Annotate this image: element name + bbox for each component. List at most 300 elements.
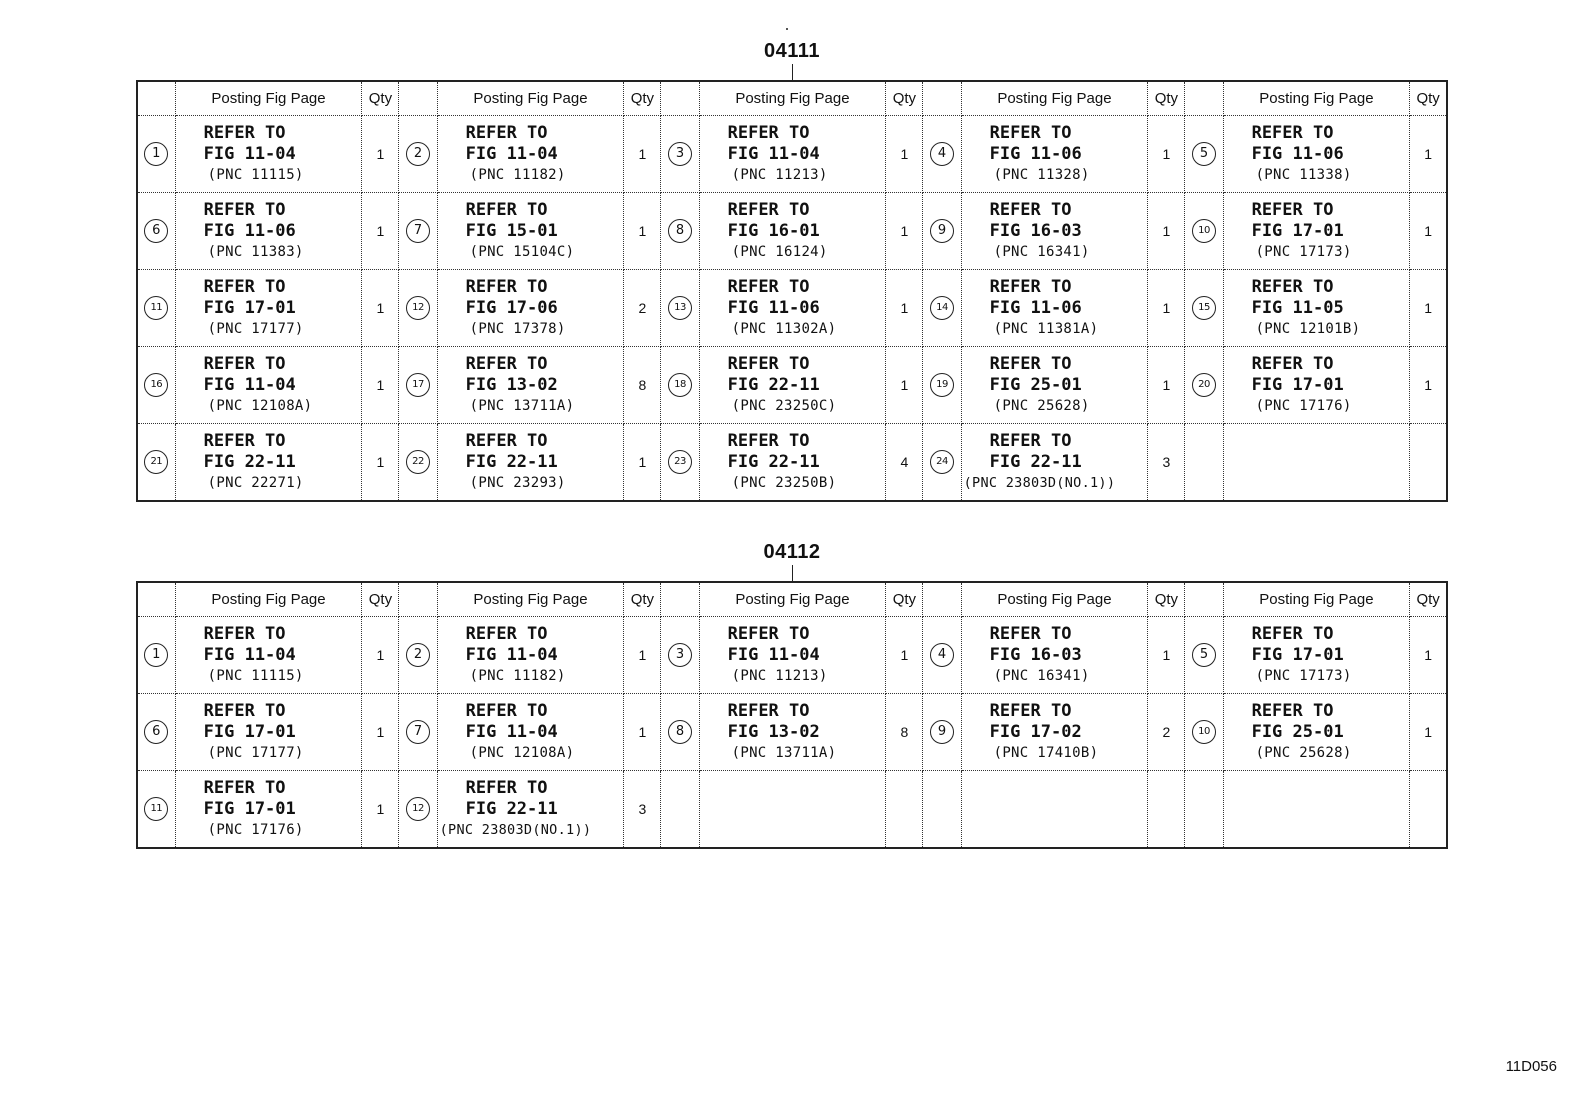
reference-cell (1223, 347, 1410, 424)
pnc-code: (PNC 23250B) (731, 475, 837, 491)
reference-cell (699, 424, 886, 502)
pnc-code: (PNC 11338) (1255, 167, 1352, 183)
item-number-badge[interactable]: 17 (406, 373, 430, 397)
pnc-code: (PNC 17173) (1255, 244, 1352, 260)
refer-to-label: REFER TO (203, 701, 286, 721)
item-number-cell (399, 270, 437, 347)
quantity-cell: 1 (886, 347, 923, 424)
pnc-code: (PNC 17177) (207, 745, 304, 761)
item-number-badge[interactable]: 10 (1192, 720, 1216, 744)
quantity-cell: 1 (1148, 617, 1185, 694)
refer-to-label: REFER TO (1251, 123, 1334, 143)
refer-to-label: REFER TO (727, 624, 810, 644)
pnc-code: (PNC 23803D(NO.1)) (963, 475, 1116, 491)
quantity-cell: 1 (624, 424, 661, 502)
item-number-badge[interactable]: 14 (930, 296, 954, 320)
refer-to-label: REFER TO (203, 778, 286, 798)
reference-cell (961, 771, 1148, 849)
pnc-code: (PNC 11213) (731, 167, 828, 183)
quantity-cell: 1 (624, 694, 661, 771)
item-number-cell (1185, 694, 1223, 771)
header-posting-fig-page: Posting Fig Page (961, 81, 1148, 116)
refer-to-label: REFER TO (727, 123, 810, 143)
fig-reference-link[interactable]: FIG 16-03 (989, 221, 1082, 241)
pnc-code: (PNC 11182) (469, 167, 566, 183)
fig-reference-link[interactable]: FIG 25-01 (989, 375, 1082, 395)
header-qty: Qty (624, 582, 661, 617)
pnc-code: (PNC 22271) (207, 475, 304, 491)
item-number-badge[interactable]: 18 (668, 373, 692, 397)
header-blank (137, 81, 175, 116)
item-number-badge[interactable]: 5 (1192, 643, 1216, 667)
reference-cell (175, 694, 362, 771)
header-qty: Qty (1410, 81, 1447, 116)
table-row (137, 347, 1447, 424)
item-number-badge[interactable]: 7 (406, 720, 430, 744)
quantity-cell: 1 (624, 116, 661, 193)
refer-to-label: REFER TO (727, 354, 810, 374)
item-number-badge[interactable]: 13 (668, 296, 692, 320)
pnc-code: (PNC 16341) (993, 668, 1090, 684)
item-number-cell (1185, 193, 1223, 270)
item-number-cell (399, 116, 437, 193)
item-number-badge[interactable]: 11 (144, 797, 168, 821)
quantity-cell: 8 (886, 694, 923, 771)
item-number-cell (399, 347, 437, 424)
fig-reference-link[interactable]: FIG 11-04 (465, 722, 558, 742)
quantity-cell (1410, 424, 1447, 502)
item-number-cell (923, 193, 961, 270)
refer-to-label: REFER TO (203, 354, 286, 374)
table-row (137, 694, 1447, 771)
pnc-code: (PNC 23250C) (731, 398, 837, 414)
quantity-cell: 8 (624, 347, 661, 424)
pnc-code: (PNC 23803D(NO.1)) (439, 822, 592, 838)
pnc-code: (PNC 13711A) (469, 398, 575, 414)
reference-cell (1223, 424, 1410, 502)
quantity-cell: 1 (1148, 347, 1185, 424)
pnc-code: (PNC 25628) (993, 398, 1090, 414)
table-row (137, 424, 1447, 502)
quantity-cell (886, 771, 923, 849)
reference-cell (175, 270, 362, 347)
fig-reference-link[interactable]: FIG 22-11 (465, 799, 558, 819)
fig-reference-link[interactable]: FIG 16-03 (989, 645, 1082, 665)
item-number-cell (137, 694, 175, 771)
fig-reference-link[interactable]: FIG 22-11 (727, 452, 820, 472)
table-row (137, 617, 1447, 694)
refer-to-label: REFER TO (1251, 354, 1334, 374)
header-posting-fig-page: Posting Fig Page (1223, 81, 1410, 116)
fig-reference-link[interactable]: FIG 17-02 (989, 722, 1082, 742)
item-number-cell (137, 424, 175, 502)
reference-cell (1223, 617, 1410, 694)
pnc-code: (PNC 17176) (207, 822, 304, 838)
item-number-badge[interactable]: 2 (406, 643, 430, 667)
quantity-cell: 1 (1410, 270, 1447, 347)
header-posting-fig-page: Posting Fig Page (1223, 582, 1410, 617)
reference-cell (699, 347, 886, 424)
fig-reference-link[interactable]: FIG 11-06 (1251, 144, 1344, 164)
quantity-cell: 1 (886, 193, 923, 270)
item-number-badge[interactable]: 6 (144, 720, 168, 744)
fig-reference-link[interactable]: FIG 22-11 (727, 375, 820, 395)
item-number-cell (923, 270, 961, 347)
reference-cell (175, 424, 362, 502)
quantity-cell (1410, 771, 1447, 849)
refer-to-label: REFER TO (989, 701, 1072, 721)
item-number-badge[interactable]: 8 (668, 720, 692, 744)
header-posting-fig-page: Posting Fig Page (175, 582, 362, 617)
refer-to-label: REFER TO (1251, 200, 1334, 220)
pnc-code: (PNC 17378) (469, 321, 566, 337)
reference-cell (437, 270, 624, 347)
reference-cell (1223, 116, 1410, 193)
table-row (137, 771, 1447, 849)
quantity-cell: 1 (362, 694, 399, 771)
item-number-cell (923, 116, 961, 193)
pnc-code: (PNC 11115) (207, 167, 304, 183)
refer-to-label: REFER TO (203, 431, 286, 451)
fig-reference-link[interactable]: FIG 13-02 (727, 722, 820, 742)
item-number-badge[interactable]: 15 (1192, 296, 1216, 320)
quantity-cell: 1 (886, 617, 923, 694)
fig-reference-link[interactable]: FIG 11-05 (1251, 298, 1344, 318)
pnc-code: (PNC 17173) (1255, 668, 1352, 684)
refer-to-label: REFER TO (727, 431, 810, 451)
item-number-cell (137, 771, 175, 849)
header-blank (399, 582, 437, 617)
item-number-badge[interactable]: 10 (1192, 219, 1216, 243)
header-qty: Qty (362, 582, 399, 617)
fig-reference-link[interactable]: FIG 11-04 (727, 144, 820, 164)
fig-reference-link[interactable]: FIG 16-01 (727, 221, 820, 241)
item-number-badge[interactable]: 12 (406, 296, 430, 320)
refer-to-label: REFER TO (465, 200, 548, 220)
pnc-code: (PNC 11115) (207, 668, 304, 684)
refer-to-label: REFER TO (1251, 701, 1334, 721)
item-number-badge[interactable]: 11 (144, 296, 168, 320)
reference-cell (1223, 694, 1410, 771)
quantity-cell: 2 (624, 270, 661, 347)
item-number-badge[interactable]: 3 (668, 142, 692, 166)
reference-cell (699, 694, 886, 771)
fig-reference-link[interactable]: FIG 17-01 (1251, 375, 1344, 395)
refer-to-label: REFER TO (465, 354, 548, 374)
quantity-cell: 1 (1148, 116, 1185, 193)
pnc-code: (PNC 12108A) (207, 398, 313, 414)
item-number-badge[interactable]: 12 (406, 797, 430, 821)
parts-table (136, 581, 1448, 849)
refer-to-label: REFER TO (465, 624, 548, 644)
item-number-cell (137, 116, 175, 193)
refer-to-label: REFER TO (989, 200, 1072, 220)
item-number-cell (137, 617, 175, 694)
reference-cell (437, 424, 624, 502)
refer-to-label: REFER TO (1251, 277, 1334, 297)
pnc-code: (PNC 23293) (469, 475, 566, 491)
quantity-cell: 1 (362, 347, 399, 424)
item-number-cell (137, 193, 175, 270)
item-number-cell (661, 771, 699, 849)
reference-cell (1223, 771, 1410, 849)
item-number-badge[interactable]: 4 (930, 142, 954, 166)
fig-reference-link[interactable]: FIG 11-04 (203, 645, 296, 665)
reference-cell (437, 771, 624, 849)
section-04112 (136, 539, 1448, 849)
reference-cell (961, 347, 1148, 424)
item-number-cell (399, 424, 437, 502)
pnc-code: (PNC 17177) (207, 321, 304, 337)
header-qty: Qty (886, 582, 923, 617)
item-number-cell (1185, 771, 1223, 849)
pnc-code: (PNC 11213) (731, 668, 828, 684)
header-qty: Qty (1410, 582, 1447, 617)
table-row (137, 193, 1447, 270)
item-number-badge[interactable]: 5 (1192, 142, 1216, 166)
fig-reference-link[interactable]: FIG 11-06 (989, 144, 1082, 164)
header-posting-fig-page: Posting Fig Page (437, 582, 624, 617)
header-row (137, 81, 1447, 116)
reference-cell (437, 617, 624, 694)
item-number-cell (923, 347, 961, 424)
item-number-badge[interactable]: 9 (930, 720, 954, 744)
header-blank (399, 81, 437, 116)
item-number-badge[interactable]: 9 (930, 219, 954, 243)
pnc-code: (PNC 25628) (1255, 745, 1352, 761)
item-number-badge[interactable]: 16 (144, 373, 168, 397)
refer-to-label: REFER TO (203, 123, 286, 143)
fig-reference-link[interactable]: FIG 17-01 (203, 799, 296, 819)
quantity-cell: 3 (1148, 424, 1185, 502)
fig-reference-link[interactable]: FIG 11-04 (727, 645, 820, 665)
item-number-badge[interactable]: 7 (406, 219, 430, 243)
reference-cell (437, 116, 624, 193)
item-number-cell (923, 617, 961, 694)
header-posting-fig-page: Posting Fig Page (699, 582, 886, 617)
reference-cell (1223, 193, 1410, 270)
quantity-cell: 1 (624, 617, 661, 694)
parts-table (136, 80, 1448, 502)
item-number-cell (923, 424, 961, 502)
quantity-cell: 1 (1148, 193, 1185, 270)
item-number-cell (661, 270, 699, 347)
header-qty: Qty (886, 81, 923, 116)
refer-to-label: REFER TO (989, 123, 1072, 143)
item-number-cell (661, 347, 699, 424)
item-number-badge[interactable]: 24 (930, 450, 954, 474)
pnc-code: (PNC 17176) (1255, 398, 1352, 414)
item-number-cell (661, 694, 699, 771)
quantity-cell: 1 (362, 617, 399, 694)
quantity-cell: 1 (1410, 617, 1447, 694)
quantity-cell: 1 (886, 116, 923, 193)
item-number-cell (923, 771, 961, 849)
reference-cell (961, 116, 1148, 193)
fig-reference-link[interactable]: FIG 11-06 (989, 298, 1082, 318)
fig-reference-link[interactable]: FIG 22-11 (203, 452, 296, 472)
refer-to-label: REFER TO (727, 200, 810, 220)
refer-to-label: REFER TO (465, 701, 548, 721)
refer-to-label: REFER TO (203, 277, 286, 297)
quantity-cell: 4 (886, 424, 923, 502)
header-blank (1185, 81, 1223, 116)
reference-cell (175, 347, 362, 424)
drawing-code: 11D056 (1505, 1058, 1557, 1075)
item-number-badge[interactable]: 2 (406, 142, 430, 166)
pnc-code: (PNC 11381A) (993, 321, 1099, 337)
header-blank (661, 582, 699, 617)
pnc-code: (PNC 12101B) (1255, 321, 1361, 337)
item-number-cell (661, 617, 699, 694)
refer-to-label: REFER TO (1251, 624, 1334, 644)
header-posting-fig-page: Posting Fig Page (699, 81, 886, 116)
fig-reference-link[interactable]: FIG 17-01 (203, 298, 296, 318)
item-number-cell (399, 193, 437, 270)
reference-cell (699, 116, 886, 193)
fig-reference-link[interactable]: FIG 22-11 (465, 452, 558, 472)
header-qty: Qty (362, 81, 399, 116)
quantity-cell: 2 (1148, 694, 1185, 771)
item-number-cell (399, 771, 437, 849)
item-number-cell (923, 694, 961, 771)
reference-cell (961, 694, 1148, 771)
item-number-cell (137, 270, 175, 347)
refer-to-label: REFER TO (203, 624, 286, 644)
quantity-cell: 1 (1410, 193, 1447, 270)
quantity-cell: 1 (362, 116, 399, 193)
pnc-code: (PNC 11302A) (731, 321, 837, 337)
refer-to-label: REFER TO (465, 123, 548, 143)
reference-cell (961, 424, 1148, 502)
pnc-code: (PNC 11328) (993, 167, 1090, 183)
header-qty: Qty (624, 81, 661, 116)
quantity-cell: 1 (362, 193, 399, 270)
refer-to-label: REFER TO (989, 431, 1072, 451)
header-blank (137, 582, 175, 617)
reference-cell (699, 771, 886, 849)
fig-reference-link[interactable]: FIG 11-04 (465, 645, 558, 665)
header-blank (923, 81, 961, 116)
item-number-badge[interactable]: 1 (144, 643, 168, 667)
pnc-code: (PNC 15104C) (469, 244, 575, 260)
pnc-code: (PNC 16341) (993, 244, 1090, 260)
header-qty: Qty (1148, 582, 1185, 617)
refer-to-label: REFER TO (989, 354, 1072, 374)
quantity-cell: 3 (624, 771, 661, 849)
quantity-cell: 1 (886, 270, 923, 347)
fig-reference-link[interactable]: FIG 11-04 (465, 144, 558, 164)
reference-cell (961, 193, 1148, 270)
refer-to-label: REFER TO (989, 624, 1072, 644)
reference-cell (437, 347, 624, 424)
refer-to-label: REFER TO (727, 701, 810, 721)
refer-to-label: REFER TO (203, 200, 286, 220)
item-number-cell (399, 694, 437, 771)
header-qty: Qty (1148, 81, 1185, 116)
fig-reference-link[interactable]: FIG 13-02 (465, 375, 558, 395)
item-number-cell (661, 193, 699, 270)
item-number-badge[interactable]: 6 (144, 219, 168, 243)
refer-to-label: REFER TO (465, 277, 548, 297)
item-number-cell (661, 424, 699, 502)
reference-cell (437, 694, 624, 771)
reference-cell (175, 771, 362, 849)
header-blank (923, 582, 961, 617)
item-number-badge[interactable]: 4 (930, 643, 954, 667)
reference-cell (175, 617, 362, 694)
fig-reference-link[interactable]: FIG 15-01 (465, 221, 558, 241)
table-row (137, 270, 1447, 347)
header-posting-fig-page: Posting Fig Page (961, 582, 1148, 617)
section-04111 (136, 38, 1448, 502)
item-number-badge[interactable]: 22 (406, 450, 430, 474)
stray-dot (786, 28, 788, 30)
pnc-code: (PNC 16124) (731, 244, 828, 260)
refer-to-label: REFER TO (465, 431, 548, 451)
fig-reference-link[interactable]: FIG 17-01 (1251, 645, 1344, 665)
item-number-badge[interactable]: 20 (1192, 373, 1216, 397)
fig-reference-link[interactable]: FIG 11-06 (203, 221, 296, 241)
reference-cell (961, 270, 1148, 347)
fig-reference-link[interactable]: FIG 11-04 (203, 144, 296, 164)
pnc-code: (PNC 12108A) (469, 745, 575, 761)
item-number-cell (1185, 347, 1223, 424)
quantity-cell: 1 (1410, 694, 1447, 771)
reference-cell (175, 116, 362, 193)
quantity-cell: 1 (362, 270, 399, 347)
header-posting-fig-page: Posting Fig Page (175, 81, 362, 116)
fig-reference-link[interactable]: FIG 25-01 (1251, 722, 1344, 742)
pnc-code: (PNC 11383) (207, 244, 304, 260)
fig-reference-link[interactable]: FIG 22-11 (989, 452, 1082, 472)
reference-cell (699, 617, 886, 694)
item-number-badge[interactable]: 3 (668, 643, 692, 667)
item-number-cell (399, 617, 437, 694)
refer-to-label: REFER TO (727, 277, 810, 297)
fig-reference-link[interactable]: FIG 11-06 (727, 298, 820, 318)
fig-reference-link[interactable]: FIG 17-01 (203, 722, 296, 742)
pnc-code: (PNC 11182) (469, 668, 566, 684)
item-number-badge[interactable]: 23 (668, 450, 692, 474)
fig-reference-link[interactable]: FIG 17-01 (1251, 221, 1344, 241)
quantity-cell: 1 (1410, 116, 1447, 193)
fig-reference-link[interactable]: FIG 11-04 (203, 375, 296, 395)
item-number-cell (661, 116, 699, 193)
item-number-badge[interactable]: 1 (144, 142, 168, 166)
section-leader-line (792, 64, 793, 80)
quantity-cell: 1 (624, 193, 661, 270)
section-code: 04111 (764, 40, 820, 62)
reference-cell (699, 270, 886, 347)
quantity-cell: 1 (1410, 347, 1447, 424)
item-number-badge[interactable]: 21 (144, 450, 168, 474)
item-number-cell (1185, 424, 1223, 502)
reference-cell (1223, 270, 1410, 347)
item-number-cell (137, 347, 175, 424)
refer-to-label: REFER TO (465, 778, 548, 798)
item-number-badge[interactable]: 8 (668, 219, 692, 243)
section-code: 04112 (763, 541, 821, 563)
pnc-code: (PNC 13711A) (731, 745, 837, 761)
reference-cell (961, 617, 1148, 694)
fig-reference-link[interactable]: FIG 17-06 (465, 298, 558, 318)
refer-to-label: REFER TO (989, 277, 1072, 297)
reference-cell (437, 193, 624, 270)
item-number-badge[interactable]: 19 (930, 373, 954, 397)
reference-cell (699, 193, 886, 270)
table-row (137, 116, 1447, 193)
